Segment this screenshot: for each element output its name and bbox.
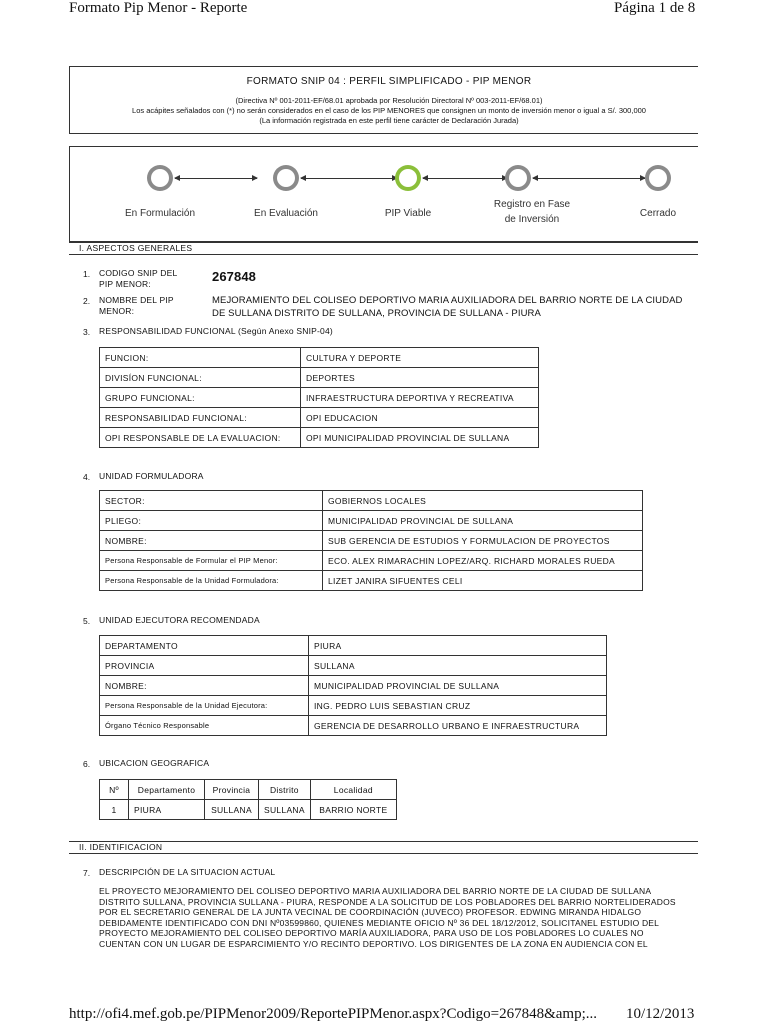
page-header-title: Formato Pip Menor - Reporte [69, 0, 248, 16]
unidad-formuladora-label: UNIDAD FORMULADORA [99, 471, 204, 481]
step-label-formulacion: En Formulación [124, 208, 196, 219]
situacion-actual-label: DESCRIPCIÓN DE LA SITUACION ACTUAL [99, 867, 276, 877]
step-label-pip-viable: PIP Viable [384, 208, 432, 219]
table-row: NOMBRE: MUNICIPALIDAD PROVINCIAL DE SULLANA [100, 676, 607, 696]
arrow-connector [301, 178, 397, 179]
step-circle-icon [273, 165, 299, 191]
table-row: SECTOR: GOBIERNOS LOCALES [100, 491, 643, 511]
status-stepper [69, 146, 698, 242]
table-row: Persona Responsable de Formular el PIP Menor: ECO. ALEX RIMARACHIN LOPEZ/ARQ. RICHARD MORALES RUEDA [100, 551, 643, 571]
table-row: DIVISÍON FUNCIONAL: DEPORTES [100, 368, 539, 388]
table-row: PLIEGO: MUNICIPALIDAD PROVINCIAL DE SULLANA [100, 511, 643, 531]
print-date: 10/12/2013 [626, 1006, 695, 1022]
table-row: Persona Responsable de la Unidad Ejecutora: ING. PEDRO LUIS SEBASTIAN CRUZ [100, 696, 607, 716]
item-number: 3. [83, 327, 91, 337]
ubicacion-label: UBICACION GEOGRAFICA [99, 758, 210, 768]
responsabilidad-label: RESPONSABILIDAD FUNCIONAL (Según Anexo SNIP-04) [99, 326, 333, 336]
unidad-ejecutora-label: UNIDAD EJECUTORA RECOMENDADA [99, 615, 260, 625]
page-indicator: Página 1 de 8 [614, 0, 696, 16]
table-row: RESPONSABILIDAD FUNCIONAL: OPI EDUCACION [100, 408, 539, 428]
unidad-ejecutora-table [99, 635, 607, 736]
directive-line: (Directiva Nº 001-2011-EF/68.01 aprobada por Resolución Directoral Nº 003-2011-EF/68.01) [235, 96, 543, 105]
item-number: 7. [83, 868, 91, 878]
arrow-connector [175, 178, 257, 179]
declaration-note: (La información registrada en este perfil tiene carácter de Declaración Jurada) [259, 116, 519, 125]
step-circle-active-icon [395, 165, 421, 191]
table-row: PROVINCIA SULLANA [100, 656, 607, 676]
report-content [69, 66, 698, 966]
arrow-connector [423, 178, 507, 179]
table-row: FUNCION: CULTURA Y DEPORTE [100, 348, 539, 368]
table-row: Persona Responsable de la Unidad Formuladora: LIZET JANIRA SIFUENTES CELI [100, 571, 643, 591]
exclusion-note: Los acápites señalados con (*) no serán considerados en el caso de los PIP MENORES que consignen un monto de inversión menor o igual a S/. 300,000 [132, 106, 646, 115]
ubicacion-table [99, 779, 397, 820]
table-row: OPI RESPONSABLE DE LA EVALUACION: OPI MUNICIPALIDAD PROVINCIAL DE SULLANA [100, 428, 539, 448]
nombre-pip-label: NOMBRE DEL PIP MENOR: [99, 295, 174, 316]
situacion-actual-text: EL PROYECTO MEJORAMIENTO DEL COLISEO DEPORTIVO MARIA AUXILIADORA DEL BARRIO NORTE DE LA CIUDAD DE SULLANA DISTRITO SULLANA, PROVINCIA SULLANA - PIURA, RESPONDE A LA SOLICITUD DE LOS POBLADORES DEL BARRIO NORTELIDERADOS POR EL SECRETARIO GENERAL DE LA JUNTA VECINAL DE COORDINACIÓN (JUVECO) PROFESOR. EDWING MIRANDA HIDALGO DEBIDAMENTE IDENTIFICADO CON DNI Nº03599860, QUIENES MEDIANTE OFICIO Nº 36 DEL 18/12/2012, SOLICITANEL ESTUDIO DEL PROYECTO MEJORAMIENTO DEL COLISEO DEPORTIVO MARÍA AUXILIADORA, PARA USO DE LOS POBLADORES LO CUALES NO CUENTAN CON UN LUGAR DE ESPARCIMIENTO Y/O RECINTO DEPORTIVO. LOS DIRIGENTES DE LA ZONA EN AUDIENCIA CON EL [99, 886, 676, 949]
table-row: 1 PIURA SULLANA SULLANA BARRIO NORTE [100, 800, 397, 820]
nombre-pip-value: MEJORAMIENTO DEL COLISEO DEPORTIVO MARIA AUXILIADORA DEL BARRIO NORTE DE LA CIUDAD DE SULLANA DISTRITO DE SULLANA, PROVINCIA DE SULLANA - PIURA [212, 295, 683, 319]
form-title: FORMATO SNIP 04 : PERFIL SIMPLIFICADO - PIP MENOR [246, 76, 532, 87]
step-label-registro: Registro en Fase de Inversión [493, 199, 571, 225]
item-number: 2. [83, 296, 91, 306]
page-url: http://ofi4.mef.gob.pe/PIPMenor2009/ReportePIPMenor.aspx?Codigo=267848&amp;... [69, 1006, 598, 1022]
item-number: 5. [83, 616, 91, 626]
step-circle-icon [147, 165, 173, 191]
table-row: GRUPO FUNCIONAL: INFRAESTRUCTURA DEPORTIVA Y RECREATIVA [100, 388, 539, 408]
responsabilidad-table [99, 347, 539, 448]
item-number: 1. [83, 269, 91, 279]
item-number: 6. [83, 759, 91, 769]
directive-notes [70, 96, 698, 126]
step-label-evaluacion: En Evaluación [254, 208, 318, 219]
table-row: NOMBRE: SUB GERENCIA DE ESTUDIOS Y FORMULACION DE PROYECTOS [100, 531, 643, 551]
section-header-aspectos: I. ASPECTOS GENERALES [69, 242, 698, 255]
step-label-cerrado: Cerrado [639, 208, 677, 219]
title-box [69, 66, 698, 134]
step-circle-icon [505, 165, 531, 191]
unidad-formuladora-table [99, 490, 643, 591]
item-number: 4. [83, 472, 91, 482]
arrow-connector [533, 178, 645, 179]
table-row: Órgano Técnico Responsable GERENCIA DE DESARROLLO URBANO E INFRAESTRUCTURA [100, 716, 607, 736]
table-header-row: Nº Departamento Provincia Distrito Localidad [100, 780, 397, 800]
codigo-snip-value: 267848 [212, 269, 256, 284]
table-row: DEPARTAMENTO PIURA [100, 636, 607, 656]
codigo-snip-label: CODIGO SNIP DEL PIP MENOR: [99, 268, 178, 289]
step-circle-icon [645, 165, 671, 191]
section-header-identificacion: II. IDENTIFICACION [69, 841, 698, 854]
